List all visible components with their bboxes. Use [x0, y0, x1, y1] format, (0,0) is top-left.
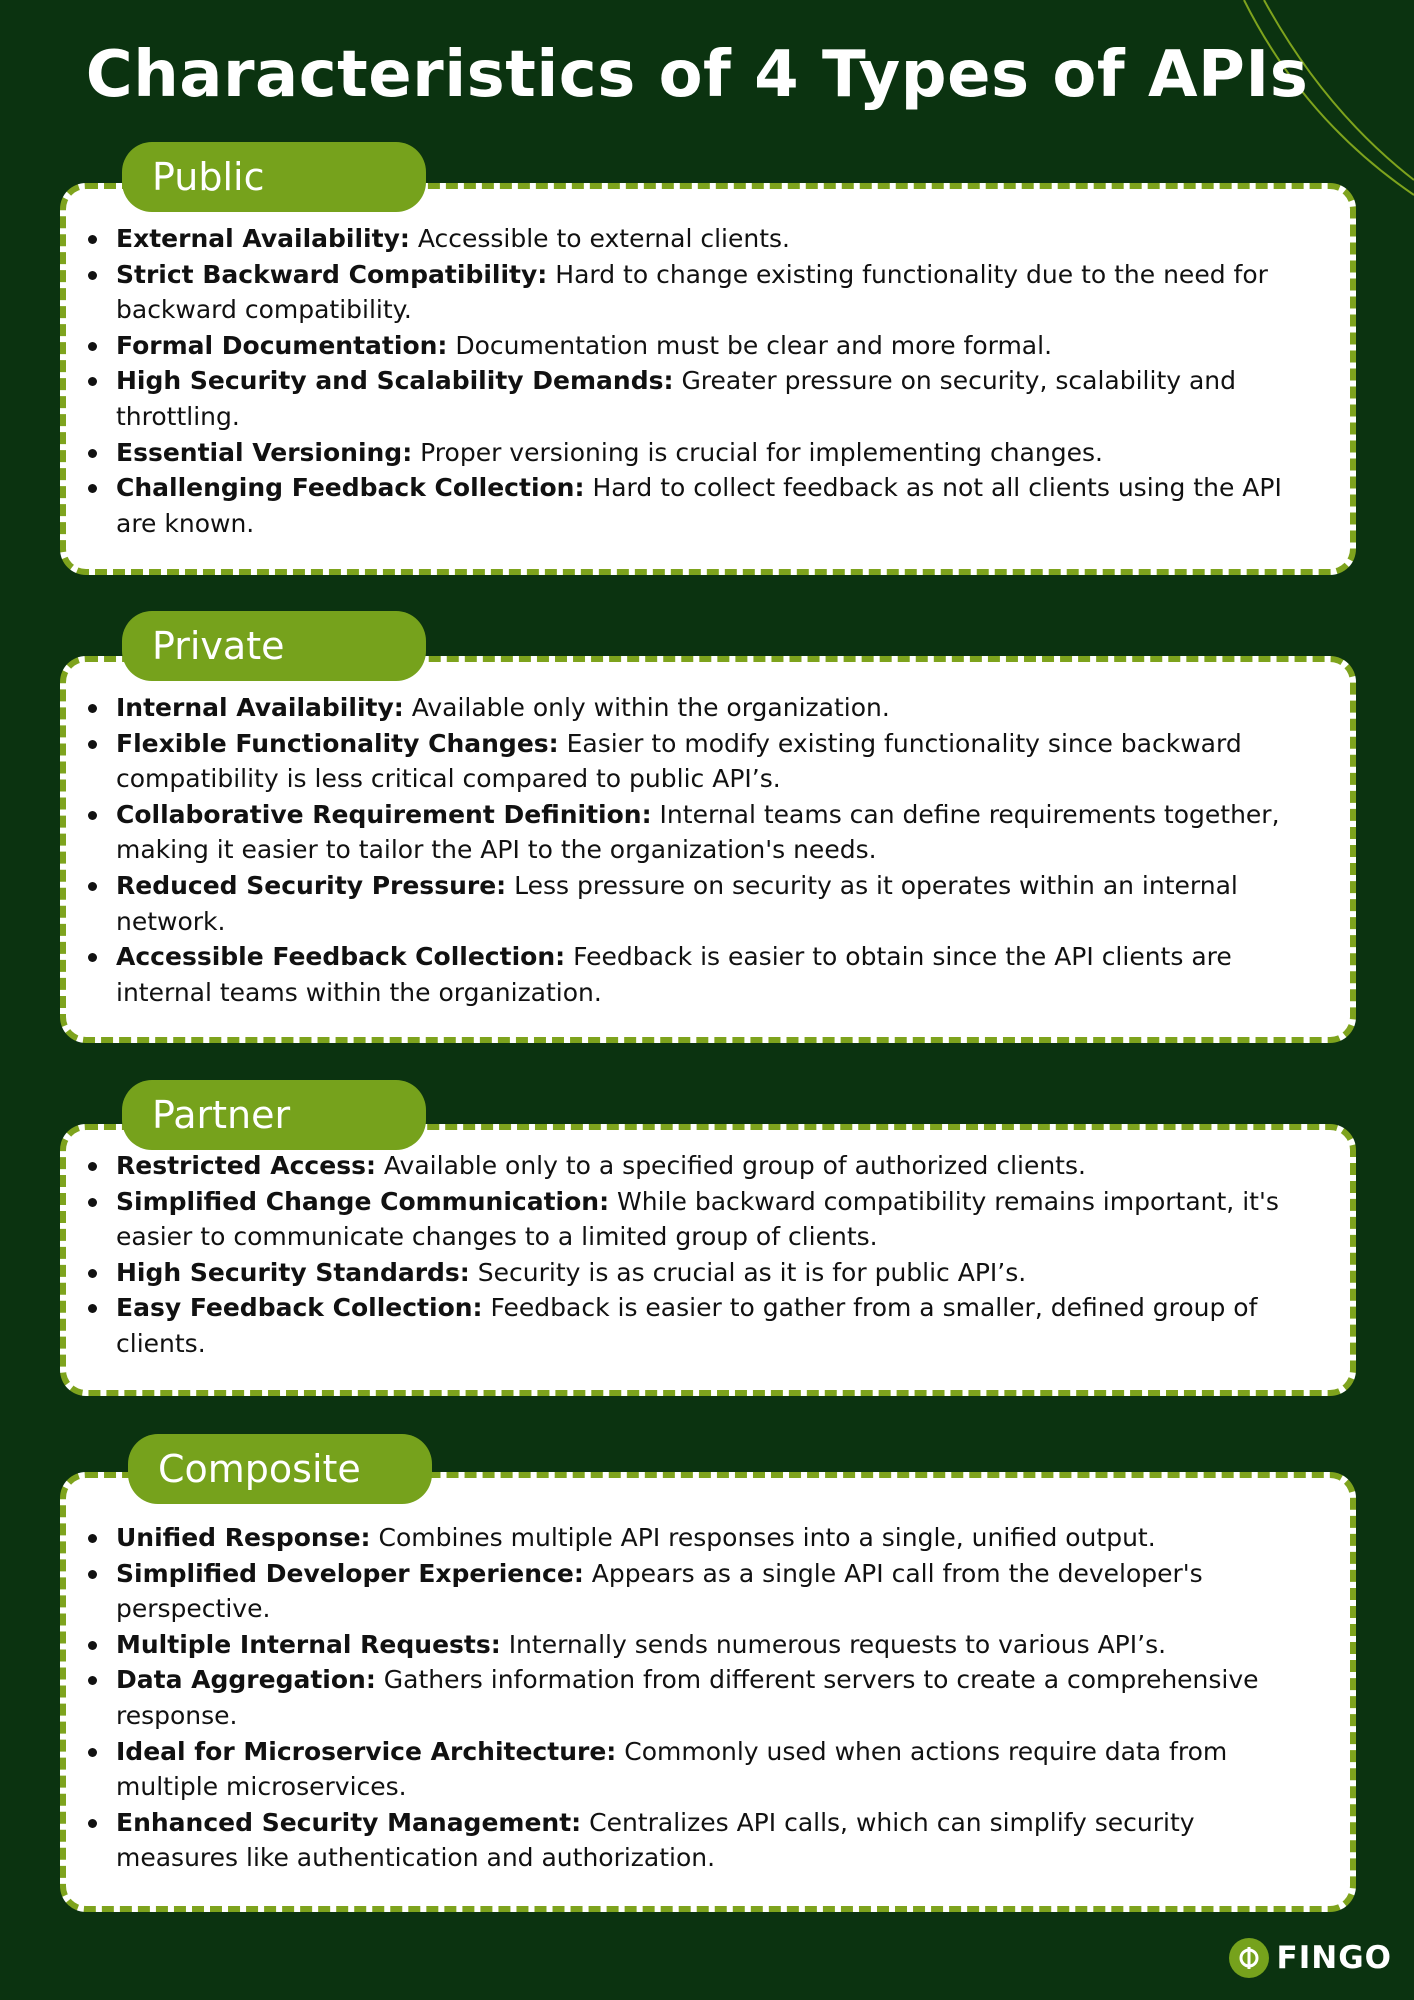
item-desc: Documentation must be clear and more formal.: [455, 330, 1053, 360]
section-card: [60, 1472, 1356, 1912]
section-label: Composite: [128, 1434, 432, 1504]
list-item: [116, 470, 1310, 541]
item-term: High Security and Scalability Demands:: [116, 366, 674, 396]
item-list: [66, 1520, 1350, 1876]
list-item: [116, 1556, 1310, 1627]
item-term: Formal Documentation:: [116, 330, 448, 360]
item-desc: Greater pressure on security, scalability and throttling.: [116, 366, 1237, 431]
item-list: [66, 1148, 1350, 1362]
list-item: [116, 1734, 1310, 1805]
item-term: Challenging Feedback Collection:: [116, 473, 585, 503]
list-item: [116, 1662, 1310, 1733]
item-term: Flexible Functionality Changes:: [116, 728, 559, 758]
list-item: [116, 1805, 1310, 1876]
list-item: [116, 1148, 1310, 1184]
item-term: Collaborative Requirement Definition:: [116, 799, 652, 829]
section-card: [60, 656, 1356, 1043]
section-card: [60, 183, 1356, 575]
list-item: [116, 221, 1310, 257]
item-term: Ideal for Microservice Architecture:: [116, 1736, 617, 1766]
list-item: [116, 797, 1310, 868]
item-desc: Commonly used when actions require data from multiple microservices.: [116, 1736, 1228, 1802]
list-item: [116, 363, 1310, 434]
item-desc: While backward compatibility remains important, it's easier to communicate changes to a limited group of clients.: [116, 1186, 1279, 1252]
section-label: Private: [122, 611, 426, 681]
item-term: Internal Availability:: [116, 693, 404, 722]
item-desc: Feedback is easier to obtain since the API clients are internal teams within the organization.: [116, 942, 1232, 1007]
list-item: [116, 435, 1310, 471]
item-term: Reduced Security Pressure:: [116, 870, 507, 900]
item-term: Simplified Developer Experience:: [116, 1558, 584, 1588]
list-item: [116, 1627, 1310, 1663]
item-desc: Feedback is easier to gather from a smaller, defined group of clients.: [116, 1293, 1258, 1358]
item-list: [66, 221, 1350, 541]
item-desc: Combines multiple API responses into a single, unified output.: [378, 1523, 1156, 1552]
item-term: Restricted Access:: [116, 1151, 376, 1180]
item-desc: Available only within the organization.: [411, 693, 890, 722]
item-desc: Accessible to external clients.: [417, 224, 790, 253]
list-item: [116, 1255, 1310, 1291]
item-desc: Internal teams can define requirements together, making it easier to tailor the API to the organization's needs.: [116, 799, 1280, 865]
list-item: [116, 1520, 1310, 1556]
section-public: [60, 140, 1356, 575]
list-item: [116, 939, 1310, 1010]
fingo-logo: [1229, 1938, 1392, 1978]
list-item: [116, 328, 1310, 364]
item-desc: Security is as crucial as it is for public API’s.: [477, 1257, 1027, 1287]
page-title: Characteristics of 4 Types of APIs: [85, 38, 1309, 112]
section-composite: [60, 1432, 1356, 1912]
item-term: Simplified Change Communication:: [116, 1186, 610, 1216]
list-item: [116, 868, 1310, 939]
item-list: [66, 690, 1350, 1010]
item-desc: Hard to collect feedback as not all clients using the API are known.: [116, 473, 1282, 538]
item-term: Essential Versioning:: [116, 437, 413, 467]
item-term: Easy Feedback Collection:: [116, 1293, 483, 1323]
item-desc: Hard to change existing functionality due to the need for backward compatibility.: [116, 259, 1268, 325]
logo-text: FINGO: [1276, 1940, 1392, 1976]
list-item: [116, 1184, 1310, 1255]
item-desc: Easier to modify existing functionality since backward compatibility is less critical compared to public API’s.: [116, 728, 1242, 794]
item-desc: Internally sends numerous requests to various API’s.: [508, 1629, 1167, 1659]
section-label: Public: [122, 142, 426, 212]
section-card: [60, 1124, 1356, 1396]
item-term: Strict Backward Compatibility:: [116, 259, 548, 289]
item-desc: Appears as a single API call from the developer's perspective.: [116, 1558, 1203, 1624]
item-desc: Available only to a specified group of authorized clients.: [383, 1151, 1086, 1180]
item-desc: Centralizes API calls, which can simplify security measures like authentication and authorization.: [116, 1807, 1195, 1873]
item-desc: Gathers information from different servers to create a comprehensive response.: [116, 1665, 1259, 1730]
item-term: Unified Response:: [116, 1523, 371, 1552]
item-desc: Proper versioning is crucial for implementing changes.: [420, 437, 1103, 467]
list-item: [116, 1290, 1310, 1361]
item-term: Enhanced Security Management:: [116, 1807, 582, 1837]
item-term: High Security Standards:: [116, 1257, 470, 1287]
item-term: External Availability:: [116, 224, 410, 253]
section-private: [60, 609, 1356, 1043]
item-desc: Less pressure on security as it operates within an internal network.: [116, 870, 1238, 936]
fingo-logo-icon: [1229, 1938, 1269, 1978]
item-term: Data Aggregation:: [116, 1665, 376, 1695]
item-term: Accessible Feedback Collection:: [116, 942, 566, 972]
section-label: Partner: [122, 1080, 426, 1150]
list-item: [116, 690, 1310, 726]
list-item: [116, 257, 1310, 328]
item-term: Multiple Internal Requests:: [116, 1629, 501, 1659]
list-item: [116, 726, 1310, 797]
section-partner: [60, 1078, 1356, 1396]
